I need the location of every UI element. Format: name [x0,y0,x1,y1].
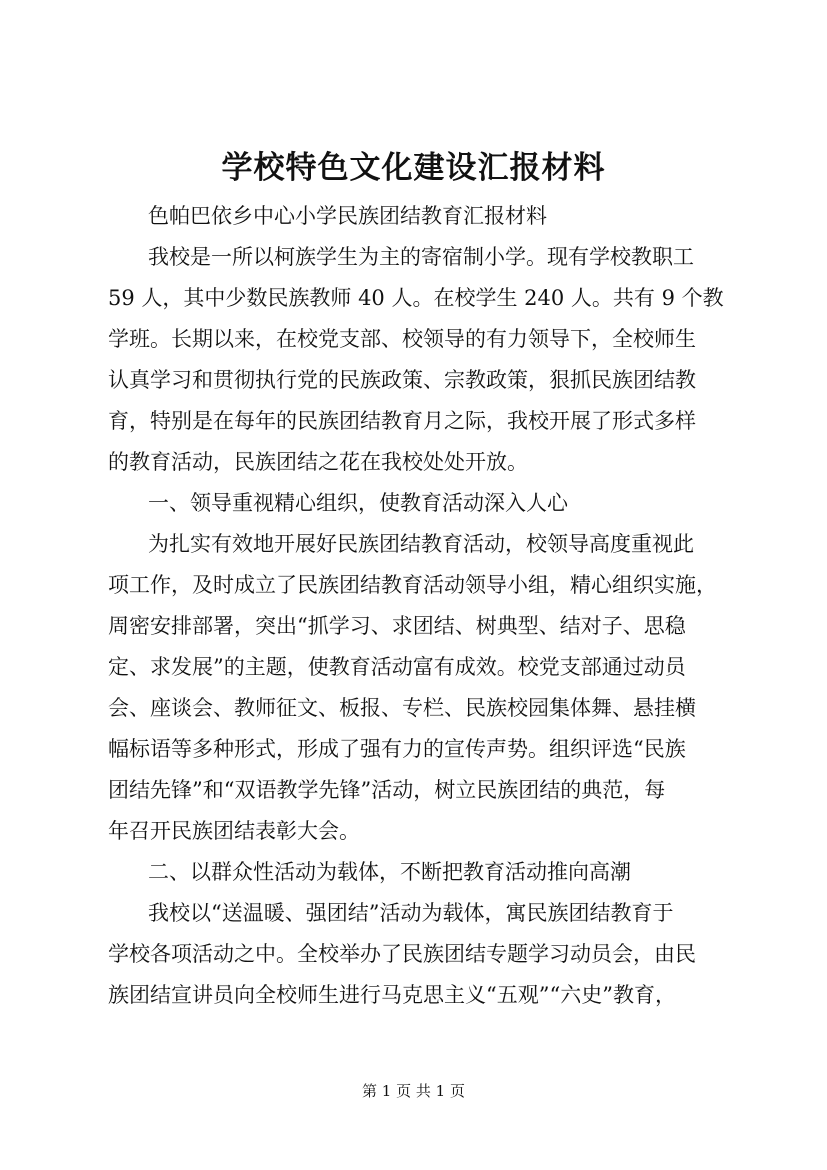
paragraph-line: 我校是一所以柯族学生为主的寄宿制小学。现有学校教职工 [148,245,694,269]
paragraph-line: 项工作，及时成立了民族团结教育活动领导小组，精心组织实施， [108,573,717,597]
paragraph-line: 团结先锋”和“双语教学先锋”活动，树立民族团结的典范，每 [108,778,666,802]
paragraph-line: 为扎实有效地开展好民族团结教育活动，校领导高度重视此 [148,532,694,556]
paragraph-line: 幅标语等多种形式，形成了强有力的宣传声势。组织评选“民族 [108,737,686,761]
section-heading: 一、领导重视精心组织，使教育活动深入人心 [148,491,568,515]
paragraph-line: 学班。长期以来，在校党支部、校领导的有力领导下，全校师生 [108,327,696,351]
document-title: 学校特色文化建设汇报材料 [221,150,606,186]
paragraph-line: 59 人，其中少数民族教师 40 人。在校学生 240 人。共有 9 个教 [108,286,724,310]
page-footer: 第 1 页 共 1 页 [362,1082,465,1100]
paragraph-line: 定、求发展”的主题，使教育活动富有成效。校党支部通过动员 [108,655,686,679]
subtitle-line: 色帕巴依乡中心小学民族团结教育汇报材料 [148,204,547,228]
paragraph-line: 育，特别是在每年的民族团结教育月之际，我校开展了形式多样 [108,409,696,433]
paragraph-line: 学校各项活动之中。全校举办了民族团结专题学习动员会，由民 [108,942,696,966]
paragraph-line: 周密安排部署，突出“抓学习、求团结、树典型、结对子、思稳 [108,614,686,638]
paragraph-line: 的教育活动，民族团结之花在我校处处开放。 [108,450,528,474]
document-body [108,196,724,1016]
paragraph-line: 年召开民族团结表彰大会。 [108,819,360,843]
paragraph-line: 我校以“送温暖、强团结”活动为载体，寓民族团结教育于 [148,901,674,925]
paragraph-line: 会、座谈会、教师征文、板报、专栏、民族校园集体舞、悬挂横 [108,696,696,720]
paragraph-line: 认真学习和贯彻执行党的民族政策、宗教政策，狠抓民族团结教 [108,368,696,392]
section-heading: 二、以群众性活动为载体，不断把教育活动推向高潮 [148,860,631,884]
paragraph-line: 族团结宣讲员向全校师生进行马克思主义“五观”“六史”教育， [108,983,676,1007]
